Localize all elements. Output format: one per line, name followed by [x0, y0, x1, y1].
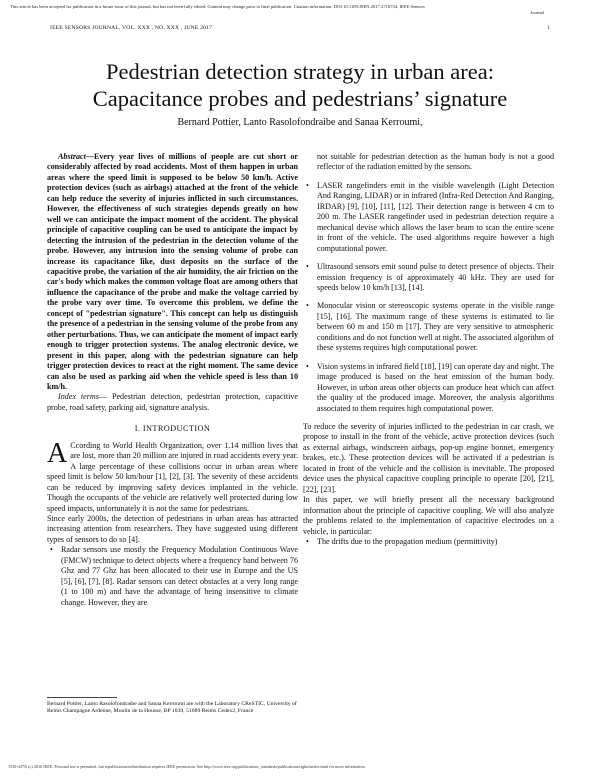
index-terms-label: Index terms — [58, 392, 99, 402]
copyright-bar — [8, 764, 592, 769]
problem-list — [303, 537, 554, 547]
list-item — [303, 537, 554, 547]
list-spacer — [303, 293, 554, 301]
bullet-icon: • — [306, 262, 309, 272]
list-spacer — [303, 354, 554, 362]
paragraph: To reduce the severity of injuries inflicted to the pedestrian in car crash, we propose to install in the front of the vehicle, active protection devices (such as external airbags, windscreen airbags, pop-up engine bonnet, emergency brakes, etc.). These protection devices will be activated if a pedestrian is located in front of the vehicle and the collision is inevitable. The proposed device uses the physical capacitive coupling principle to operate [20], [21], [22], [23]. — [303, 421, 554, 494]
section-heading: I. INTRODUCTION — [134, 424, 211, 434]
sensor-list — [47, 545, 298, 608]
title-line: Pedestrian detection strategy in urban area: — [106, 59, 494, 84]
list-item-text: LASER rangefinders emit in the visible wavelength (Light Detection And Ranging, LIDAR) or in infrared (Infra-Red Detection And Ranging, IRDAR) [9], [10], [11], [12]. Their detection range is between 4 cm to 200 m. The LASER rangefinder used in pedestrian detection require a mechanical devise which allows the laser beam to scan the entire scene in front of the vehicle. The used algorithms require however a high computational power. — [317, 180, 554, 253]
bullet-icon: • — [306, 301, 309, 311]
abstract-label: Abstract — [58, 152, 86, 161]
running-header — [50, 25, 550, 31]
list-item-text: The drifts due to the propagation medium (permittivity) — [317, 536, 498, 546]
author-list: Bernard Pottier, Lanto Rasolofondraibe and Sanaa Kerroumi, — [177, 117, 423, 128]
list-item — [47, 545, 298, 608]
paragraph: Since early 2000s, the detection of pedestrians in urban areas has attracted increasing attention from researchers. They have suggested using different types of sensors to do so [4]. — [47, 513, 298, 544]
left-column — [47, 152, 298, 608]
publication-notice-line: This article has been accepted for publication in a future issue of this journal, but has not been fully edited. Content may change prior to final publication. Citation information: DOI 10.1109/JSEN.2017.2716734, IEEE Sensors — [10, 4, 425, 9]
copyright-text: 1530-437X (c) 2016 IEEE. Personal use is permitted, but republication/redistribution requires IEEE permission. See http://www.ieee.org/publications_standards/publications/rights/index.html for more information. — [8, 764, 366, 769]
bullet-icon: • — [306, 361, 309, 371]
index-terms-text: — Pedestrian detection, pedestrian protection, capacitive probe, road safety, parking aid, signature analysis. — [47, 392, 299, 412]
list-item — [303, 362, 554, 414]
bullet-icon: • — [50, 545, 53, 555]
list-item-text: Radar sensors use mostly the Frequency Modulation Continuous Wave (FMCW) technique to detect objects where a frequency band between 76 Ghz and 77 Ghz has been allocated to their use in Europe and the US [5], [6], [7], [8]. Radar sensors can detect obstacles at a very long range (1 to 100 m) and have the advantage of being insensitive to climate change. However, they are — [61, 545, 298, 607]
abstract-text: —Every year lives of millions of people are cut short or considerably affected by road accidents. Most of them happen in urban areas where the speed limit is supposed to be below 50 km/h. Active protection devices (such as airbags) attached at the front of the vehicle can help reduce the severity of injuries inflicted in such circumstances. However, the effectiveness of such strategies depends greatly on how well we can anticipate the impact moment of the accident. The physical principle of capacitive coupling can be used to anticipate the impact by detecting the intrusion of the pedestrian in the detection volume of the probe. However, any intrusion into the sensing volume of probe can increase its capacitance like, dust deposits on the surface of the capacitive probe, the variation of the air humidity, the air friction on the car's body which makes the common voltage float are among others that influence the capacitance of the probe and make the voltage carried by the probe vary over time. To overcome this problem, we define the concept of "pedestrian signature". This concept can help us distinguish the presence of a pedestrian in the sensing volume of the probe from any other perturbations. Thus, we can anticipate the moment of impact early enough to trigger protection systems. The analog electronic device, we present in this paper, along with the pedestrian signature can help trigger protection devices to react at the right moment. The same device can also be used as parking aid when the vehicle speed is less than 10 km/h. — [47, 152, 298, 391]
publication-notice-line: Journal — [530, 10, 544, 15]
bullet-icon: • — [306, 180, 309, 190]
index-terms — [47, 392, 298, 413]
drop-cap: A — [47, 437, 68, 469]
intro-paragraph — [47, 437, 298, 514]
right-column — [303, 152, 554, 547]
page-number: 1 — [547, 25, 550, 31]
journal-header: IEEE SENSORS JOURNAL, VOL. XXX , NO. XXX , JUNE 2017 — [50, 25, 213, 31]
title-line: Capacitance probes and pedestrians’ signature — [92, 86, 508, 111]
sensor-list — [303, 152, 554, 414]
list-item-text: not suitable for pedestrian detection as the human body is not a good reflector of the radiation emitted by the sensors. — [317, 152, 554, 172]
intro-text: Ccording to World Health Organization, over 1.14 million lives that are lost, more than 20 million are injured in road accidents every year. A large percentage of these collisions occur in urban areas where speed limit is below 50 km/hour [1], [2], [3]. The severity of these accidents can be reduced by improving safety devices implanted in the vehicle. Though the occupants of the vehicle are relatively well protected during low speed impacts, unfortunately it is not the same for pedestrians. — [47, 440, 298, 513]
list-item — [303, 181, 554, 254]
list-item-text: Monocular vision or stereoscopic systems operate in the visible range [15], [16]. The maximum range of these systems is estimated to lie between 60 m and 150 m [17]. They are very sensitive to atmospheric conditions and do not function well at night. The associated algorithm of these systems requires high computational power. — [317, 301, 554, 353]
list-item-text: Ultrasound sensors emit sound pulse to detect presence of objects. Their emission frequency is of approximately 40 kHz. They are used for speeds below 10 km/h [13], [14]. — [317, 262, 554, 292]
list-item-text: Vision systems in infrared field [18], [19] can operate day and night. The image produced is based on the heat emission of the human body. However, in urban areas other objects can produce heat which can affect the quality of the produced image. Moreover, the analysis algorithms associated to them requires high computational power. — [317, 361, 554, 413]
bullet-icon: • — [306, 536, 309, 546]
publication-notice — [10, 4, 590, 16]
spacer — [303, 414, 554, 422]
author-footnote: Bernard Pottier, Lanto Rasolofondraibe and Sanaa Kerroumi are with the Laboratory CReSTIC, University of Reims Champagne Ardenne, Moulin de la Housse, BP 1039, 51089 Reims Cedex2, France — [47, 701, 297, 715]
list-spacer — [303, 173, 554, 181]
paragraph: In this paper, we will briefly present all the necessary background information about the principle of capacitive coupling. We will also analyze the problems related to the implementation of capacitive electrodes on a vehicle, in particular: — [303, 495, 554, 536]
list-item — [303, 152, 554, 173]
list-item — [303, 262, 554, 293]
list-item — [303, 301, 554, 353]
list-spacer — [303, 254, 554, 262]
abstract — [47, 152, 298, 392]
paper-title — [40, 58, 560, 112]
footnote-rule — [47, 697, 117, 698]
